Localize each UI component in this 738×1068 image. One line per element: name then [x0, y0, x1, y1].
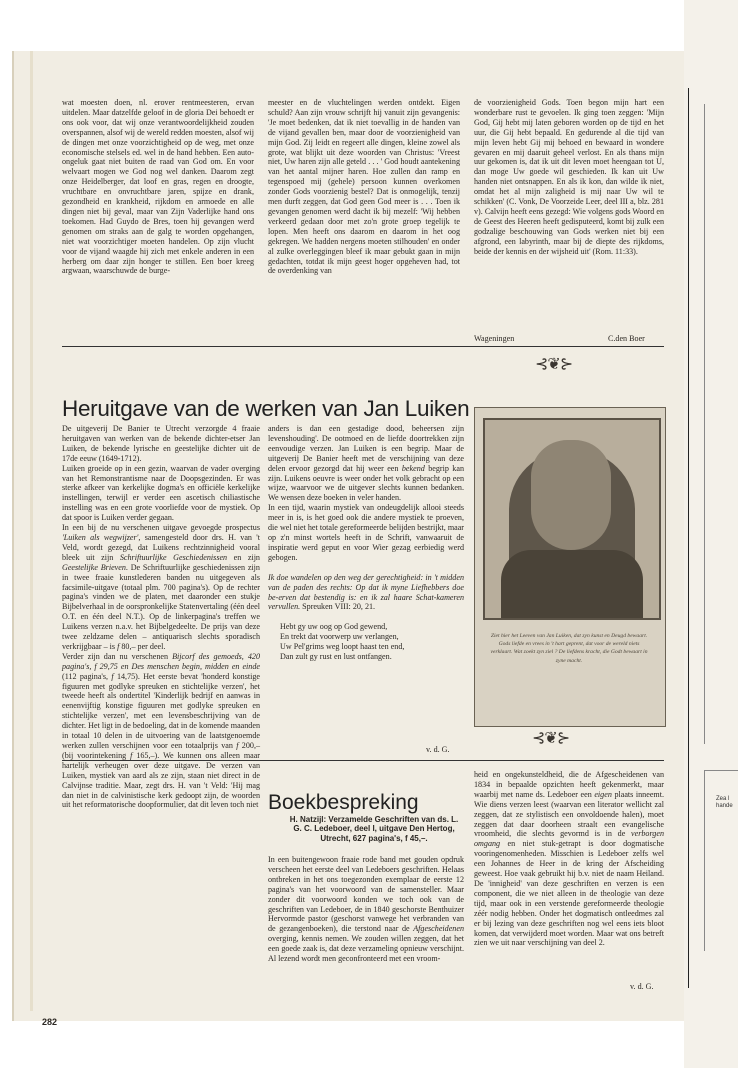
scripture-quote: Ik doe wandelen op den weg der gerechtigheid: in 't midden van de paden des rechts: Op dat ik myne Liefhebbers doe be-erven dat bestendig is: en ik zal haare Schat-kameren vervullen. Spreuken VIII: 20, 21.: [268, 572, 464, 612]
top-article-author: C.den Boer: [608, 334, 645, 343]
review-heading: Boekbespreking: [268, 791, 419, 814]
luiken-paragraph-3: In een bij de nu verschenen uitgave gevoegde prospectus 'Luiken als wegwijzer', samengesteld door drs. H. van 't Veld, wordt gezegd, dat Luikens rechtzinnigheid vooral bleek uit zijn Schriftuurlijke Geschiedenissen en zijn Geestelijke Brieven. De Schriftuurlijke geschiedenissen zijn in twee fraaie kunstlederen banden nu uitgegeven als facsimile-uitgave (totaal plm. 700 pagina's). Op de rechter pagina's vinden we de platen, met daaronder een stukje Bijbelverhaal in de oorspronkelijke Statenvertaling (één deel O.T. en één deel N.T.). Op de linkerpagina's treffen we Luikens verzen n.a.v. het Bijbelgedeelte. De prijs van deze twee zeldzame delen – antiquarisch slechts sporadisch verkrijgbaar – is f 80,– per deel.: [62, 523, 261, 651]
portrait-engraving: [474, 407, 666, 727]
luiken-col2-paragraph-1: anders is dan een gestadige dood, beheersen zijn levenshouding'. De ootmoed en de liefde doortrekken zijn eenvoudige verzen. Jan Luiken is een begrip. Maar de uitgeverij De Banier heeft met de verschijning van deze delen ervoor gezorgd dat hij weer een bekend begrip kan zijn. Luikens oeuvre is weer onder het volk gebracht op een wijze, waarvoor we de uitgever slechts kunnen bedanken. We wensen deze boeken in veler handen.: [268, 424, 464, 503]
luiken-column-1: De uitgeverij De Banier te Utrecht verzorgde 4 fraaie heruitgaven van werken van de bekende dichter-etser Jan Luiken, de bekende lyrische en geestelijke dichter uit de 17de eeuw (1649-1712). Luiken groeide op in een gezin, waarvan de vader overging van het Remonstrantisme naar de Doopsgezinden. Er was sterke afkeer van kerkelijke dogma's en officiële kerkelijke instellingen, terwijl er verder een ascetisch chiliastische instelling was en een grote voorliefde voor de mystiek. Op dat spoor is Luiken verder gegaan. In een bij de nu verschenen uitgave gevoegde prospectus 'Luiken als wegwijzer', samengesteld door drs. H. van 't Veld, wordt gezegd, dat Luikens rechtzinnigheid vooral bleek uit zijn Schriftuurlijke Geschiedenissen en zijn Geestelijke Brieven. De Schriftuurlijke geschiedenissen zijn in twee fraaie kunstlederen banden nu uitgegeven als facsimile-uitgave (totaal plm. 700 pagina's). Op de rechter pagina's vinden we de platen, met daaronder een stukje Bijbelverhaal in de oorspronkelijke Statenvertaling (één deel O.T. en één deel N.T.). Op de linkerpagina's treffen we Luikens verzen n.a.v. het Bijbelgedeelte. De prijs van deze twee zeldzame delen – antiquarisch slechts sporadisch verkrijgbaar – is f 80,– per deel. Verder zijn dan nu verschenen Bijcorf des gemoeds, 420 pagina's, f 29,75 en Des menschen begin, midden en einde (112 pagina's, f 14,75). Het eerste bevat 'honderd konstige figuuren met godlyke spreuken en stichtelijke verzen', het tweede heeft als ondertitel 'Kinderlijk bedrijf en aanwas in eenenvijftig konstige figuuren met godlyke spreuken en stichtelijke verzen', met een levensbeschrijving van de dichter. Het ligt in de bedoeling, dat in de komende maanden in totaal 10 delen in de uitvoering van de laatstgenoemde werken zullen verschijnen voor een totaalprijs van f 200,– (bij voorintekening f 165,–). We kunnen ons alleen maar hartelijk verheugen over deze uitgave. De verzen van Luiken, mystiek van aard als ze zijn, staan niet direct in de Calvijnse traditie. Maar, zegt drs. H. van 't Veld: 'Hij mag dan niet in de calvinistische kerk gedoopt zijn, de woorden uit het reformatorische doopformulier, dat dit leven toch niet: [62, 424, 261, 810]
luiken-signature: v. d. G.: [426, 745, 450, 754]
top-article-column-3: de voorzienigheid Gods. Toen begon mijn hart een wonderbare rust te gevoelen. Ik ging toen zeggen: 'Mijn God, Gij hebt mij laten geboren worden op de tijd en het uur, die Gij hebt bepaald. En gedurende al die tijd van mijn leven hebt Gij mij behoed en bewaard in wondere gevaren en mij daaruit geheel verlost. En als thans mijn uur gekomen is, dat ik uit dit leven moet heengaan tot U, dan moge Uw goede wil geschieden. Ik kan uit Uw handen niet ontsnappen. En als ik kon, dan wilde ik niet, omdat het al mijn zaligheid is mij naar Uw wil te schikken' (C. Vonk, De Voorzeide Leer, deel III a, blz. 281 v). Calvijn heeft eens gezegd: Wie volgens gods Woord en de Geest des Heeren heeft gedisputeerd, komt bij zulk een godzalige beschouwing van Gods werken niet bij een afgrond, een labyrinth, maar bij de diepte des rijkdoms, beide der kennis en der wijsheid uit' (Rom. 11:33).: [474, 98, 664, 256]
review-book-title: H. Natzijl: Verzamelde Geschriften van ds. L. G. C. Ledeboer, deel I, uitgave Den Hertog, Utrecht, 627 pagina's, f 45,–.: [289, 815, 459, 843]
page-number: 282: [42, 1017, 58, 1027]
portrait-body: [501, 550, 643, 618]
poem: Hebt gy uw oog op God gewend, En trekt dat voorwerp uw verlangen, Uw Pel'grims weg loopt haast ten end, Dan zult gy rust en lust ontfangen.: [280, 622, 405, 662]
review-paragraph-2: heid en ongekunsteldheid, die de Afgescheidenen van 1834 in bepaalde opzichten heeft gekenmerkt, maar waarbij met name ds. Ledeboer een eigen plaats inneemt. Wie diens verzen leest (waarvan een literator wellicht zal zeggen, dat ze stylistisch een onvoldoende halen), moet zeggen dat daar doorheen straalt een evangelische vroomheid, die slechts gevormd is in de verborgen omgang en niet stuk-getrapt is door dogmatische vooringenomenheden. Misschien is Ledeboer zelfs wel een Johannes de Heer in de kring der Afscheiding geweest. Hoe vaak gebruikt hij b.v. niet de naam Heiland. De 'innigheid' van deze geschriften en verzen is een component, die we niet alleen in de theologie van deze tijd, maar ook in een verstende gereformeerde theologie zéér nodig hebben. Onder het dogmatisch ontleedmes zal er bij lezing van deze geschriften nog wel eens iets bloot komen, dat verwijderd moet worden. Maar wat ons betreft zien we uit naar verschijning van deel 2.: [474, 770, 664, 948]
ornament-icon: ⊰❦⊱: [532, 728, 570, 747]
portrait-caption: Ziet hier het Leeven van Jan Luiken, dat zyn kunst en Deugd bewaart. Gods liefde en vrees in 't hart geprent, dat voor de wereld niets verklaart. Wat zoekt zyn ziel ? De liefdens kracht, die Godt bewaart in zyne macht.: [490, 633, 648, 664]
top-article-column-1: wat moesten doen, nl. erover rentmeesteren, ervan uitdelen. Maar datzelfde geloof in de gloria Dei behoedt er ons ook voor, dat wij onze verantwoordelijkheid zouden overspannen, alsof wij de wereld redden moesten, alsof wij de dingen met onze voorzichtigheid op de weg, met onze economische stelsels ed. wel in de hand hebben. Een auto-ongeluk gaat niet buiten de raad van God om. En voor welvaart mogen we God nog wel danken. Daarom zegt onze Heidelberger, dat loof en gras, regen en droogte, vruchtbare en onvruchtbare jaren, spijze en drank, gezondheid en krankheid, rijkdom en armoede en alle dingen niet bij geval, maar van Zijn Vaderlijke hand ons toekomen. Had Guydo de Bres, toen hij gevangen werd genomen om straks aan de galg te worden opgehangen, niet wat voorzichtiger moeten handelen. Op zijn vlucht voor de vijand waagde hij zich met enkele anderen in een herberg om daar zijn honger te stillen. Een boer kreeg argwaan, waarschuwde de burge-: [62, 98, 254, 276]
review-paragraph-1: In een buitengewoon fraaie rode band met gouden opdruk verscheen het eerste deel van Ledeboers geschriften. Helaas ontbreken in het ons toegezonden exemplaar de eerste 12 pagina's van het voorwoord van de samensteller. Maar zonder dit voorwoord konden we toch ook van de geschriften van Ledeboer, de in 1840 geschorste Benthuizer Hervormde pastor (geschorst vanwege het verbranden van de gezangenboeken), die terstond naar de Afgescheidenen overging, kennis nemen. We zouden willen zeggen, dat het een goede zaak is, dat deze verzameling opnieuw verschijnt. Al lezend wordt men geconfronteerd met een vroom-: [268, 855, 464, 964]
portrait-frame: [483, 418, 661, 620]
review-column-1: [268, 855, 464, 964]
facing-page-rule: [688, 88, 689, 988]
luiken-paragraph-4: Verder zijn dan nu verschenen Bijcorf des gemoeds, 420 pagina's, f 29,75 en Des menschen begin, midden en einde (112 pagina's, f 14,75). Het eerste bevat 'honderd konstige figuuren met godlyke spreuken en stichtelijke verzen', het tweede heeft als ondertitel 'Kinderlijk bedrijf en aanwas in eenenvijftig konstige figuuren met godlyke spreuken en stichtelijke verzen', met een levensbeschrijving van de dichter. Het ligt in de bedoeling, dat in de komende maanden in totaal 10 delen in de uitvoering van de laatstgenoemde werken zullen verschijnen voor een totaalprijs van f 200,– (bij voorintekening f 165,–). We kunnen ons alleen maar hartelijk verheugen over deze uitgave. De verzen van Luiken, mystiek van aard als ze zijn, staan niet direct in de Calvijnse traditie. Maar, zegt drs. H. van 't Veld: 'Hij mag dan niet in de calvinistische kerk gedoopt zijn, de woorden uit het reformatorische doopformulier, dat dit leven toch niet: [62, 651, 261, 810]
facing-page-block: [704, 104, 738, 744]
review-signature: v. d. G.: [630, 982, 654, 991]
portrait-face: [531, 440, 611, 550]
page-spine: [30, 51, 33, 1011]
review-column-2: [474, 770, 664, 948]
top-article-place: Wageningen: [474, 334, 515, 343]
ornament-icon: ⊰❦⊱: [535, 354, 573, 373]
article-title: Heruitgave van de werken van Jan Luiken: [62, 396, 470, 421]
luiken-column-2: anders is dan een gestadige dood, beheersen zijn levenshouding'. De ootmoed en de liefde doortrekken zijn eenvoudige verzen. Jan Luiken is een begrip. Maar de uitgeverij De Banier heeft met de verschijning van deze delen ervoor gezorgd dat hij weer een bekend begrip kan zijn. Luikens oeuvre is weer onder het volk gebracht op een wijze, waarvoor we de uitgever slechts kunnen bedanken. We wensen deze boeken in veler handen. In een tijd, waarin mystiek van ondeugdelijk allooi steeds meer in is, is het goed ook die andere mystiek te proeven, die wel niet het totale gereformeerde belijden bestrijkt, maar op z'n minst wortels heeft in de Schrift, vanwaaruit de inspiratie werd geput en voor Wier gezag eerbiedig werd gebogen. Ik doe wandelen op den weg der gerechtigheid: in 't midden van de paden des rechts: Op dat ik myne Liefhebbers doe be-erven dat bestendig is: en ik zal haare Schat-kameren vervullen. Spreuken VIII: 20, 21. Hebt gy uw oog op God gewend, En trekt dat voorwerp uw verlangen, Uw Pel'grims weg loopt haast ten end, Dan zult gy rust en lust ontfangen.: [268, 424, 464, 662]
facing-page-text: Zea l hande: [716, 796, 733, 809]
top-article-column-2: meester en de vluchtelingen werden ontdekt. Eigen schuld? Aan zijn vrouw schrijft hij vanuit zijn gevangenis: 'Je moet bedenken, dat ik niet toevallig in de handen van de vijand gevallen ben, maar door de voorzienigheid van mijn God. Zij leidt en regeert alle dingen, kleine zowel als grote, wat blijkt uit deze woorden van Christus: 'Vreest niet, Uw haren zijn alle geteld . . . ' God houdt aantekening van het aantal mijner haren. Hoe zullen dan ramp en tegenspoed mij (gehele) persoon kunnen overkomen zonder Gods voorzienig bestel? Dat is onmogelijk, tenzij men durft zeggen, dat God geen God meer is . . . Toen ik gevangen genomen werd dacht ik bij mezelf: 'Wij hebben verkeerd gedaan door met zo'n grote groep tegelijk te lopen. Men heeft ons daarom en daarom in het oog gekregen. We hadden nergens moeten stilhouden' en onder al zulke overleggingen bleef ik maar gebukt gaan in mijn gedachten, totdat ik mijn geest hoger opgeheven had, tot de overdenking van: [268, 98, 460, 276]
top-article-rule: [62, 346, 664, 347]
luiken-article-rule: [62, 760, 664, 761]
